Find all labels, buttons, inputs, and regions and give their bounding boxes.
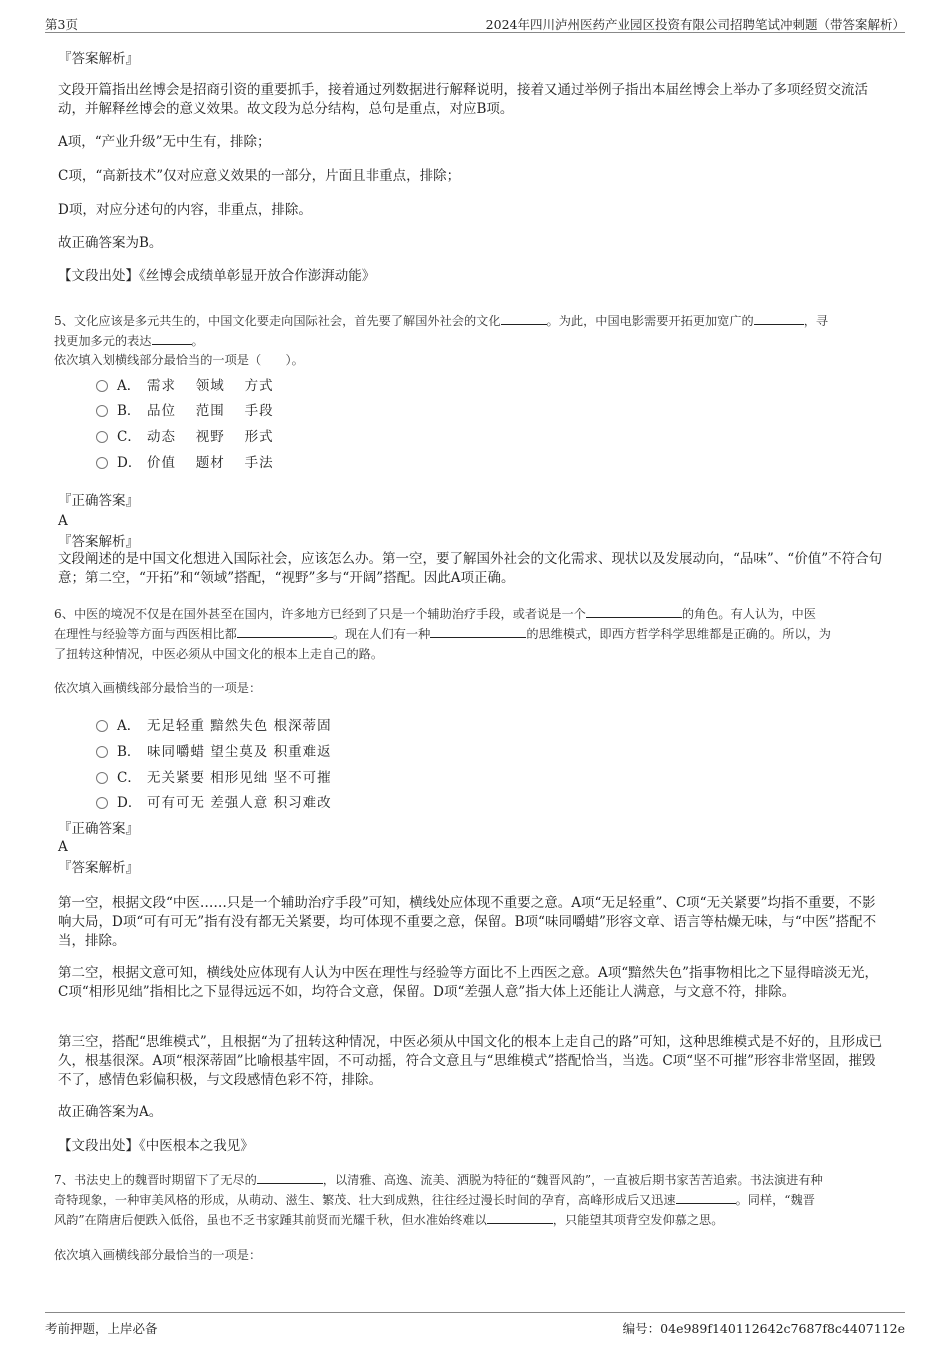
q6-analysis-label: 『答案解析』 bbox=[58, 860, 139, 876]
q5-option-d[interactable]: D． 价值 题材 手法 bbox=[96, 451, 274, 471]
q6-answer-label: 『正确答案』 bbox=[58, 821, 139, 837]
q5-analysis-text: 文段阐述的是中国文化想进入国际社会，应该怎么办。第一空，要了解国外社会的文化需求、现状以及发展动向，“品味”、“价值”不符合句意；第二空，“开拓”和“领域”搭配，“视野”多与“开阔”搭配。因此A项正确。 bbox=[58, 551, 883, 586]
q4-eliminate-a: A项，“产业升级”无中生有，排除； bbox=[58, 134, 271, 150]
page-number: 第3页 bbox=[45, 17, 78, 32]
q7-stem: 7、书法史上的魏晋时期留下了无尽的 ，以清雅、高逸、流美、洒脱为特征的“魏晋风韵”，一直被后期书家苦苦追索。书法演进有种 奇特现象，一种审美风格的形成，从萌动、滋生、繁茂、壮大到成熟，往往经过漫长时间的孕育，高峰形成后又迅速 。同样，“魏晋 风韵”在隋唐后便跌入低俗，虽也不乏书家踵其前贤而光耀千秋，但水准始终难以 ，只能望其项背空发仰慕之思。 bbox=[54, 1173, 823, 1227]
radio-button[interactable] bbox=[96, 720, 108, 732]
radio-button[interactable] bbox=[96, 457, 108, 469]
q6-option-a[interactable]: A． 无足轻重 黯然失色 根深蒂固 bbox=[96, 714, 332, 734]
q5-stem: 5、文化应该是多元共生的，中国文化要走向国际社会，首先要了解国外社会的文化 。为此，中国电影需要开拓更加宽广的 ，寻 找更加多元的表达 。 bbox=[54, 314, 829, 348]
q4-conclusion: 故正确答案为B。 bbox=[58, 235, 163, 251]
fill-blank bbox=[501, 312, 547, 325]
fill-blank bbox=[430, 625, 526, 638]
document-serial: 编号：04e989f140112642c7687f8c4407112e bbox=[622, 1321, 905, 1336]
q5-option-a[interactable]: A． 需求 领域 方式 bbox=[96, 374, 274, 394]
fill-blank bbox=[487, 1211, 553, 1224]
q4-analysis-label: 『答案解析』 bbox=[58, 51, 139, 67]
q6-instruction: 依次填入画横线部分最恰当的一项是： bbox=[54, 681, 262, 695]
q7-instruction: 依次填入画横线部分最恰当的一项是： bbox=[54, 1248, 262, 1262]
radio-button[interactable] bbox=[96, 797, 108, 809]
q4-source: 【文段出处】《丝博会成绩单彰显开放合作澎湃动能》 bbox=[58, 268, 376, 284]
q6-source: 【文段出处】《中医根本之我见》 bbox=[58, 1138, 254, 1154]
fill-blank bbox=[754, 312, 804, 325]
q6-analysis-3: 第三空，搭配“思维模式”，且根据“为了扭转这种情况，中医必须从中国文化的根本上走自己的路”可知，这种思维模式是不好的，且形成已久，根基很深。A项“根深蒂固”比喻根基牢固，不可动摇，符合文意且与“思维模式”搭配恰当，当选。C项“坚不可摧”形容非常坚固，摧毁不了，感情色彩偏积极，与文段感情色彩不符，排除。 bbox=[58, 1034, 883, 1088]
q5-instruction: 依次填入划横线部分最恰当的一项是（ ）。 bbox=[54, 353, 304, 367]
q6-analysis-1: 第一空，根据文段“中医……只是一个辅助治疗手段”可知，横线处应体现不重要之意。A项“无足轻重”、C项“无关紧要”均指不重要，不影响大局，D项“可有可无”指有没有都无关紧要，均可体现不重要之意，保留。B项“味同嚼蜡”形容文章、语言等枯燥无味，与“中医”搭配不当，排除。 bbox=[58, 895, 877, 949]
radio-button[interactable] bbox=[96, 772, 108, 784]
fill-blank bbox=[586, 605, 682, 618]
page-header bbox=[45, 10, 905, 33]
q4-eliminate-d: D项，对应分述句的内容，非重点，排除。 bbox=[58, 202, 312, 218]
q6-conclusion: 故正确答案为A。 bbox=[58, 1104, 163, 1120]
q5-option-b[interactable]: B． 品位 范围 手段 bbox=[96, 399, 274, 419]
q5-answer-label: 『正确答案』 bbox=[58, 493, 139, 509]
radio-button[interactable] bbox=[96, 431, 108, 443]
q5-answer: A bbox=[58, 513, 68, 529]
q4-analysis-text: 文段开篇指出丝博会是招商引资的重要抓手，接着通过列数据进行解释说明，接着又通过举例子指出本届丝博会上举办了多项经贸交流活动，并解释丝博会的意义效果。故文段为总分结构，总句是重点，对应B项。 bbox=[58, 82, 868, 117]
q6-answer: A bbox=[58, 839, 68, 855]
q6-stem: 6、中医的境况不仅是在国外甚至在国内，许多地方已经到了只是一个辅助治疗手段，或者说是一个 的角色。有人认为，中医 在理性与经验等方面与西医相比都 。现在人们有一种 的思维模式，即西方哲学科学思维都是正确的。所以，为 了扭转这种情况，中医必须从中国文化的根本上走自己的路。 bbox=[54, 607, 831, 661]
footer-slogan: 考前押题，上岸必备 bbox=[45, 1321, 158, 1336]
q6-option-c[interactable]: C． 无关紧要 相形见绌 坚不可摧 bbox=[96, 766, 332, 786]
q5-option-c[interactable]: C． 动态 视野 形式 bbox=[96, 425, 274, 445]
q6-analysis-2: 第二空，根据文意可知，横线处应体现有人认为中医在理性与经验等方面比不上西医之意。A项“黯然失色”指事物相比之下显得暗淡无光，C项“相形见绌”指相比之下显得远远不如，均符合文意，保留。D项“差强人意”指大体上还能让人满意，与文意不符，排除。 bbox=[58, 965, 879, 1000]
document-title: 2024年四川泸州医药产业园区投资有限公司招聘笔试冲刺题（带答案解析） bbox=[485, 17, 905, 32]
q6-option-d[interactable]: D． 可有可无 差强人意 积习难改 bbox=[96, 791, 332, 811]
fill-blank bbox=[257, 1171, 323, 1184]
fill-blank bbox=[676, 1191, 736, 1204]
q4-eliminate-c: C项，“高新技术”仅对应意义效果的一部分，片面且非重点，排除； bbox=[58, 168, 461, 184]
q5-analysis-label: 『答案解析』 bbox=[58, 534, 139, 550]
radio-button[interactable] bbox=[96, 380, 108, 392]
radio-button[interactable] bbox=[96, 746, 108, 758]
q6-option-b[interactable]: B． 味同嚼蜡 望尘莫及 积重难返 bbox=[96, 740, 332, 760]
radio-button[interactable] bbox=[96, 405, 108, 417]
fill-blank bbox=[237, 625, 333, 638]
fill-blank bbox=[152, 332, 192, 345]
page-footer bbox=[45, 1312, 905, 1339]
